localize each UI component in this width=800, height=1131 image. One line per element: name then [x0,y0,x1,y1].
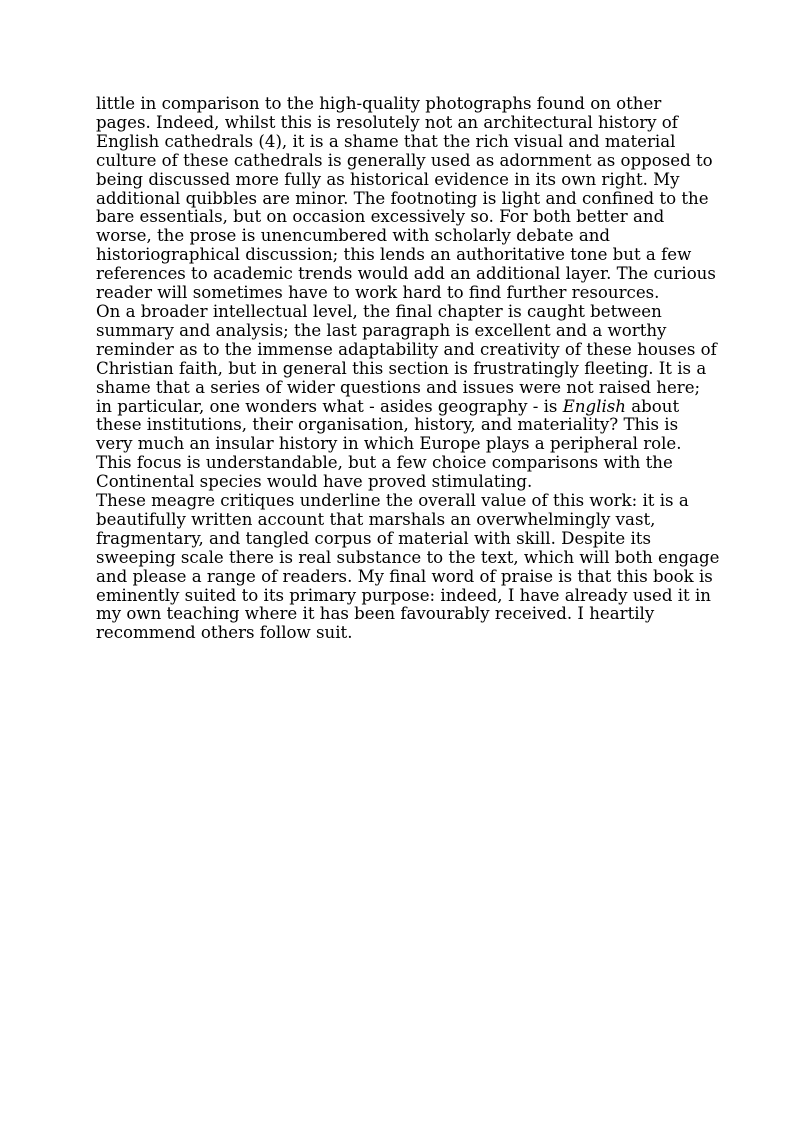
text-line: these institutions, their organisation, history, and materiality? This is [96,415,679,435]
text-line: my own teaching where it has been favourably received. I heartily [96,604,655,624]
text-line: worse, the prose is unencumbered with scholarly debate and [96,226,611,246]
paragraph-3 [96,491,720,643]
text-line-with-emphasis [96,398,708,417]
text-line: English cathedrals (4), it is a shame that the rich visual and material [96,131,676,151]
text-line: beautifully written account that marshals an overwhelmingly vast, [96,509,656,529]
text-line: Continental species would have proved stimulating. [96,472,533,492]
text-line: On a broader intellectual level, the final chapter is caught between [96,301,662,321]
paragraph-1 [96,94,716,303]
text-line: culture of these cathedrals is generally used as adornment as opposed to [96,150,713,170]
text-line: These meagre critiques underline the overall value of this work: it is a [96,491,689,511]
text-line: pages. Indeed, whilst this is resolutely not an architectural history of [96,112,678,132]
text-line: being discussed more fully as historical evidence in its own right. My [96,169,680,189]
text-line: fragmentary, and tangled corpus of material with skill. Despite its [96,528,651,548]
text-line: reminder as to the immense adaptability and creativity of these houses of [96,339,717,359]
text-line: bare essentials, but on occasion excessively so. For both better and [96,207,665,227]
text-line: references to academic trends would add an additional layer. The curious [96,264,716,284]
emphasized-word: English [562,396,626,416]
text-segment: about [625,396,680,416]
text-line: very much an insular history in which Europe plays a peripheral role. [96,434,682,454]
text-line: reader will sometimes have to work hard to find further resources. [96,283,660,303]
text-line: This focus is understandable, but a few choice comparisons with the [96,453,673,473]
text-line: recommend others follow suit. [96,623,353,643]
text-line: Christian faith, but in general this section is frustratingly fleeting. It is a [96,358,707,378]
paragraph-2 [96,301,717,492]
text-line: sweeping scale there is real substance to the text, which will both engage [96,547,720,567]
text-line: eminently suited to its primary purpose: indeed, I have already used it in [96,585,711,605]
text-segment: in particular, one wonders what - asides geography - is [96,396,563,416]
text-line: summary and analysis; the last paragraph is excellent and a worthy [96,320,667,340]
document-page [96,94,720,643]
text-line: and please a range of readers. My final word of praise is that this book is [96,566,713,586]
text-line: historiographical discussion; this lends an authoritative tone but a few [96,245,692,265]
text-line: little in comparison to the high-quality photographs found on other [96,94,662,113]
text-line: additional quibbles are minor. The footnoting is light and confined to the [96,188,709,208]
text-line: shame that a series of wider questions and issues were not raised here; [96,377,701,397]
